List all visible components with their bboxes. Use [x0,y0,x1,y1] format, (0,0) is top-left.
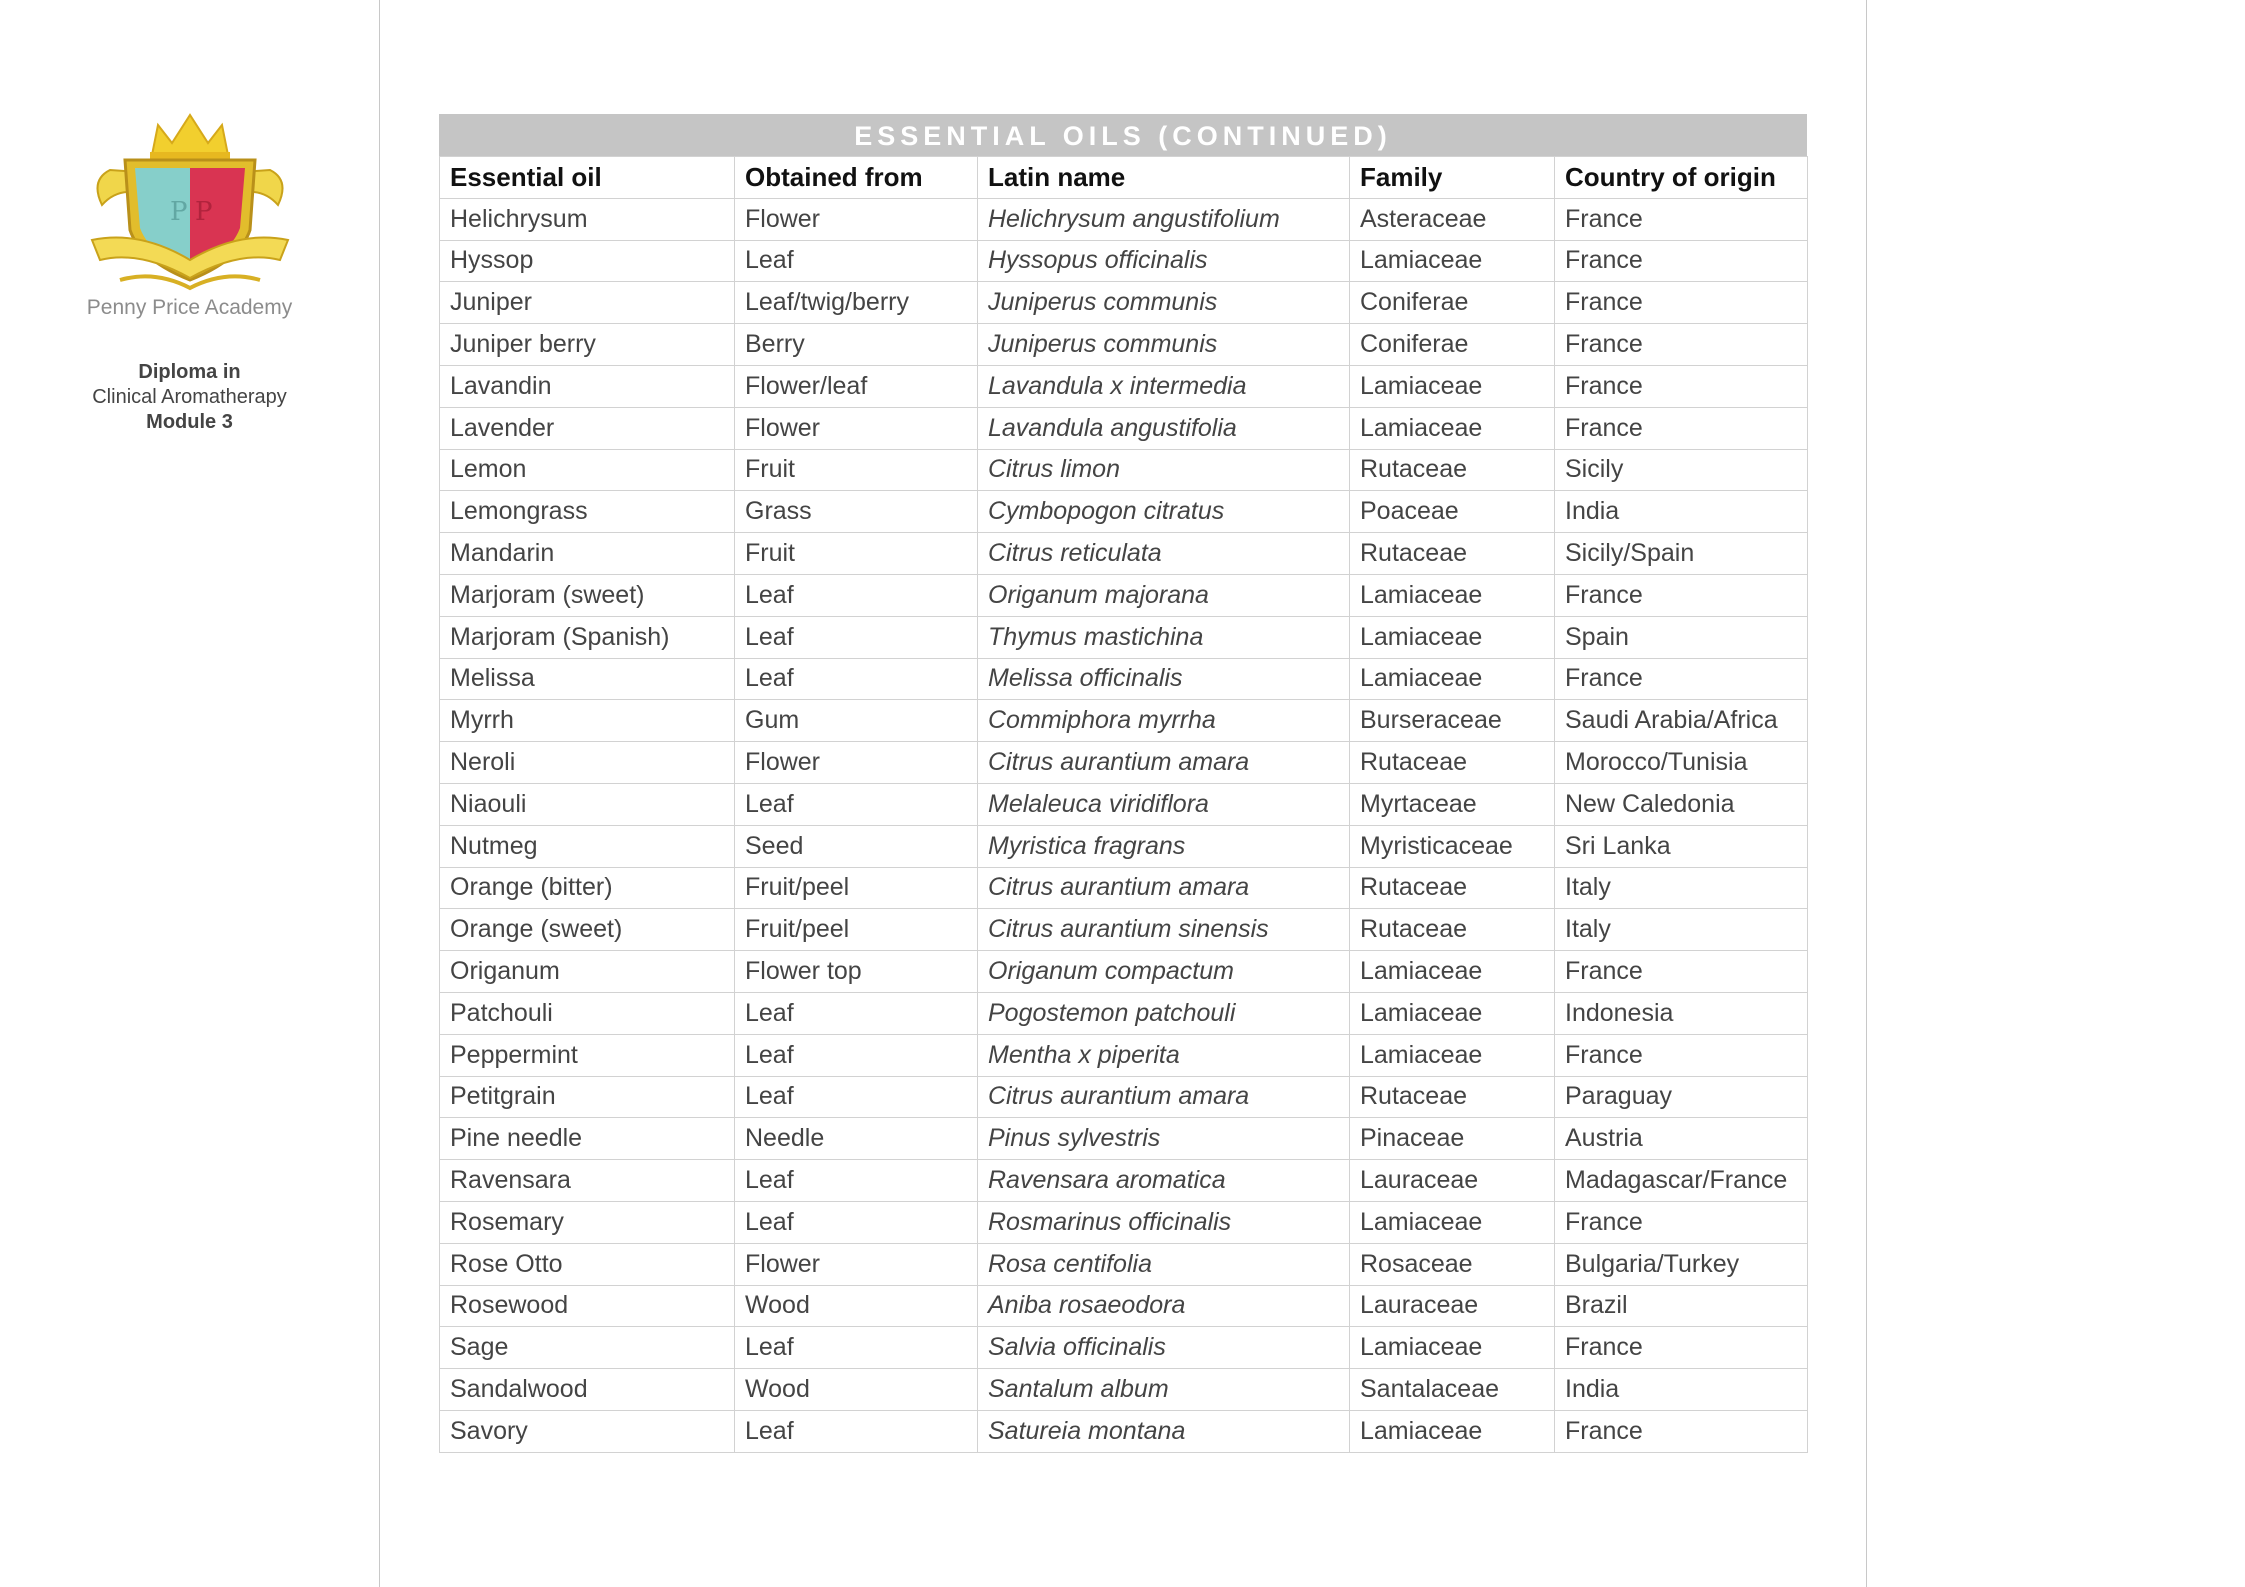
cell-latin-name: Cymbopogon citratus [978,491,1350,533]
cell-essential-oil: Marjoram (Spanish) [440,616,735,658]
cell-essential-oil: Myrrh [440,700,735,742]
cell-latin-name: Origanum compactum [978,951,1350,993]
right-margin-rule [1866,0,1867,1587]
cell-family: Lamiaceae [1350,1410,1555,1452]
academy-crest-logo [80,110,300,295]
cell-obtained-from: Leaf [735,1410,978,1452]
header-obtained-from: Obtained from [735,157,978,199]
table-row [440,1034,1808,1076]
cell-family: Lamiaceae [1350,658,1555,700]
cell-obtained-from: Leaf [735,658,978,700]
cell-latin-name: Rosmarinus officinalis [978,1201,1350,1243]
cell-essential-oil: Ravensara [440,1160,735,1202]
cell-family: Rutaceae [1350,742,1555,784]
cell-essential-oil: Juniper berry [440,324,735,366]
cell-essential-oil: Juniper [440,282,735,324]
cell-country-of-origin: Italy [1555,909,1808,951]
cell-country-of-origin: Paraguay [1555,1076,1808,1118]
cell-country-of-origin: France [1555,198,1808,240]
cell-country-of-origin: Brazil [1555,1285,1808,1327]
cell-obtained-from: Leaf [735,783,978,825]
cell-family: Rosaceae [1350,1243,1555,1285]
cell-latin-name: Helichrysum angustifolium [978,198,1350,240]
table-body [440,198,1808,1452]
cell-obtained-from: Flower [735,742,978,784]
cell-obtained-from: Wood [735,1369,978,1411]
cell-essential-oil: Lavender [440,407,735,449]
cell-latin-name: Ravensara aromatica [978,1160,1350,1202]
cell-latin-name: Citrus aurantium amara [978,1076,1350,1118]
cell-family: Lamiaceae [1350,407,1555,449]
cell-essential-oil: Helichrysum [440,198,735,240]
oils-table-grid [439,156,1808,1453]
header-latin-name: Latin name [978,157,1350,199]
cell-latin-name: Citrus limon [978,449,1350,491]
table-row [440,1327,1808,1369]
cell-country-of-origin: Italy [1555,867,1808,909]
cell-obtained-from: Leaf/twig/berry [735,282,978,324]
cell-essential-oil: Peppermint [440,1034,735,1076]
cell-obtained-from: Leaf [735,1201,978,1243]
cell-obtained-from: Needle [735,1118,978,1160]
cell-latin-name: Lavandula angustifolia [978,407,1350,449]
cell-country-of-origin: Sicily [1555,449,1808,491]
cell-family: Lamiaceae [1350,365,1555,407]
cell-latin-name: Juniperus communis [978,282,1350,324]
cell-latin-name: Myristica fragrans [978,825,1350,867]
cell-essential-oil: Neroli [440,742,735,784]
table-row [440,1243,1808,1285]
cell-country-of-origin: Sicily/Spain [1555,533,1808,575]
cell-country-of-origin: France [1555,365,1808,407]
cell-country-of-origin: France [1555,574,1808,616]
cell-latin-name: Mentha x piperita [978,1034,1350,1076]
svg-text:P: P [195,197,213,227]
table-row [440,742,1808,784]
cell-obtained-from: Fruit [735,449,978,491]
cell-essential-oil: Rosewood [440,1285,735,1327]
cell-essential-oil: Hyssop [440,240,735,282]
table-row [440,992,1808,1034]
cell-country-of-origin: Morocco/Tunisia [1555,742,1808,784]
cell-essential-oil: Melissa [440,658,735,700]
table-row [440,324,1808,366]
cell-obtained-from: Leaf [735,240,978,282]
table-row [440,1285,1808,1327]
table-row [440,365,1808,407]
table-row [440,909,1808,951]
cell-essential-oil: Sage [440,1327,735,1369]
cell-obtained-from: Wood [735,1285,978,1327]
cell-obtained-from: Seed [735,825,978,867]
cell-country-of-origin: Austria [1555,1118,1808,1160]
header-family: Family [1350,157,1555,199]
cell-country-of-origin: Indonesia [1555,992,1808,1034]
cell-essential-oil: Lemon [440,449,735,491]
cell-essential-oil: Orange (bitter) [440,867,735,909]
cell-country-of-origin: France [1555,658,1808,700]
table-row [440,1369,1808,1411]
cell-country-of-origin: France [1555,1327,1808,1369]
cell-latin-name: Melissa officinalis [978,658,1350,700]
table-row [440,951,1808,993]
cell-family: Rutaceae [1350,449,1555,491]
header-essential-oil: Essential oil [440,157,735,199]
cell-latin-name: Citrus aurantium sinensis [978,909,1350,951]
cell-latin-name: Salvia officinalis [978,1327,1350,1369]
cell-country-of-origin: Sri Lanka [1555,825,1808,867]
cell-latin-name: Pogostemon patchouli [978,992,1350,1034]
cell-family: Coniferae [1350,282,1555,324]
cell-country-of-origin: France [1555,1034,1808,1076]
cell-essential-oil: Origanum [440,951,735,993]
cell-essential-oil: Nutmeg [440,825,735,867]
cell-essential-oil: Mandarin [440,533,735,575]
svg-text:P: P [170,197,188,227]
cell-family: Rutaceae [1350,909,1555,951]
cell-latin-name: Citrus aurantium amara [978,742,1350,784]
cell-family: Rutaceae [1350,867,1555,909]
cell-latin-name: Commiphora myrrha [978,700,1350,742]
cell-essential-oil: Orange (sweet) [440,909,735,951]
cell-obtained-from: Leaf [735,1160,978,1202]
cell-essential-oil: Lavandin [440,365,735,407]
sidebar [0,0,379,1587]
table-row [440,616,1808,658]
cell-country-of-origin: France [1555,1201,1808,1243]
cell-country-of-origin: France [1555,951,1808,993]
cell-obtained-from: Fruit [735,533,978,575]
cell-family: Rutaceae [1350,1076,1555,1118]
cell-obtained-from: Leaf [735,992,978,1034]
cell-latin-name: Juniperus communis [978,324,1350,366]
course-line-2: Clinical Aromatherapy [92,386,287,408]
cell-family: Lamiaceae [1350,240,1555,282]
cell-country-of-origin: India [1555,1369,1808,1411]
cell-essential-oil: Patchouli [440,992,735,1034]
cell-family: Burseraceae [1350,700,1555,742]
cell-country-of-origin: Spain [1555,616,1808,658]
table-row [440,1118,1808,1160]
cell-obtained-from: Leaf [735,1034,978,1076]
table-row [440,1076,1808,1118]
cell-latin-name: Melaleuca viridiflora [978,783,1350,825]
cell-essential-oil: Marjoram (sweet) [440,574,735,616]
table-row [440,198,1808,240]
table-row [440,533,1808,575]
cell-country-of-origin: France [1555,407,1808,449]
cell-country-of-origin: France [1555,1410,1808,1452]
table-row [440,700,1808,742]
cell-family: Santalaceae [1350,1369,1555,1411]
cell-essential-oil: Petitgrain [440,1076,735,1118]
cell-latin-name: Hyssopus officinalis [978,240,1350,282]
cell-family: Coniferae [1350,324,1555,366]
cell-latin-name: Pinus sylvestris [978,1118,1350,1160]
cell-latin-name: Thymus mastichina [978,616,1350,658]
cell-essential-oil: Lemongrass [440,491,735,533]
table-row [440,240,1808,282]
table-row [440,1410,1808,1452]
academy-name: Penny Price Academy [86,296,293,319]
cell-obtained-from: Flower [735,198,978,240]
table-row [440,1201,1808,1243]
cell-latin-name: Rosa centifolia [978,1243,1350,1285]
cell-family: Lamiaceae [1350,1201,1555,1243]
cell-essential-oil: Pine needle [440,1118,735,1160]
cell-latin-name: Satureia montana [978,1410,1350,1452]
cell-family: Lamiaceae [1350,1034,1555,1076]
cell-family: Lamiaceae [1350,1327,1555,1369]
cell-obtained-from: Leaf [735,1076,978,1118]
cell-obtained-from: Flower/leaf [735,365,978,407]
cell-essential-oil: Savory [440,1410,735,1452]
table-row [440,282,1808,324]
cell-family: Lauraceae [1350,1160,1555,1202]
header-country-of-origin: Country of origin [1555,157,1808,199]
cell-essential-oil: Sandalwood [440,1369,735,1411]
cell-latin-name: Aniba rosaeodora [978,1285,1350,1327]
cell-latin-name: Santalum album [978,1369,1350,1411]
cell-family: Myrtaceae [1350,783,1555,825]
table-row [440,867,1808,909]
cell-essential-oil: Rose Otto [440,1243,735,1285]
cell-obtained-from: Flower top [735,951,978,993]
table-row [440,1160,1808,1202]
table-row [440,491,1808,533]
cell-family: Asteraceae [1350,198,1555,240]
table-row [440,449,1808,491]
cell-latin-name: Lavandula x intermedia [978,365,1350,407]
cell-essential-oil: Niaouli [440,783,735,825]
cell-country-of-origin: India [1555,491,1808,533]
cell-latin-name: Citrus aurantium amara [978,867,1350,909]
cell-obtained-from: Flower [735,407,978,449]
cell-family: Myristicaceae [1350,825,1555,867]
cell-country-of-origin: Bulgaria/Turkey [1555,1243,1808,1285]
cell-obtained-from: Berry [735,324,978,366]
cell-obtained-from: Flower [735,1243,978,1285]
table-row [440,658,1808,700]
table-row [440,825,1808,867]
cell-country-of-origin: Madagascar/France [1555,1160,1808,1202]
cell-obtained-from: Grass [735,491,978,533]
table-header-row [440,157,1808,199]
cell-family: Pinaceae [1350,1118,1555,1160]
cell-obtained-from: Leaf [735,1327,978,1369]
cell-obtained-from: Leaf [735,616,978,658]
cell-family: Lamiaceae [1350,616,1555,658]
cell-country-of-origin: Saudi Arabia/Africa [1555,700,1808,742]
cell-family: Rutaceae [1350,533,1555,575]
table-row [440,783,1808,825]
cell-family: Lamiaceae [1350,951,1555,993]
cell-family: Lamiaceae [1350,992,1555,1034]
course-line-3: Module 3 [146,411,233,433]
table-row [440,407,1808,449]
cell-obtained-from: Leaf [735,574,978,616]
left-margin-rule [379,0,380,1587]
cell-family: Poaceae [1350,491,1555,533]
cell-family: Lauraceae [1350,1285,1555,1327]
course-title [0,360,379,435]
cell-country-of-origin: France [1555,240,1808,282]
course-line-1: Diploma in [138,361,241,383]
table-banner: ESSENTIAL OILS (CONTINUED) [439,114,1807,156]
cell-country-of-origin: New Caledonia [1555,783,1808,825]
cell-obtained-from: Fruit/peel [735,909,978,951]
cell-latin-name: Origanum majorana [978,574,1350,616]
table-row [440,574,1808,616]
cell-country-of-origin: France [1555,282,1808,324]
cell-family: Lamiaceae [1350,574,1555,616]
cell-essential-oil: Rosemary [440,1201,735,1243]
essential-oils-table [439,114,1807,1453]
cell-obtained-from: Fruit/peel [735,867,978,909]
cell-country-of-origin: France [1555,324,1808,366]
cell-obtained-from: Gum [735,700,978,742]
cell-latin-name: Citrus reticulata [978,533,1350,575]
